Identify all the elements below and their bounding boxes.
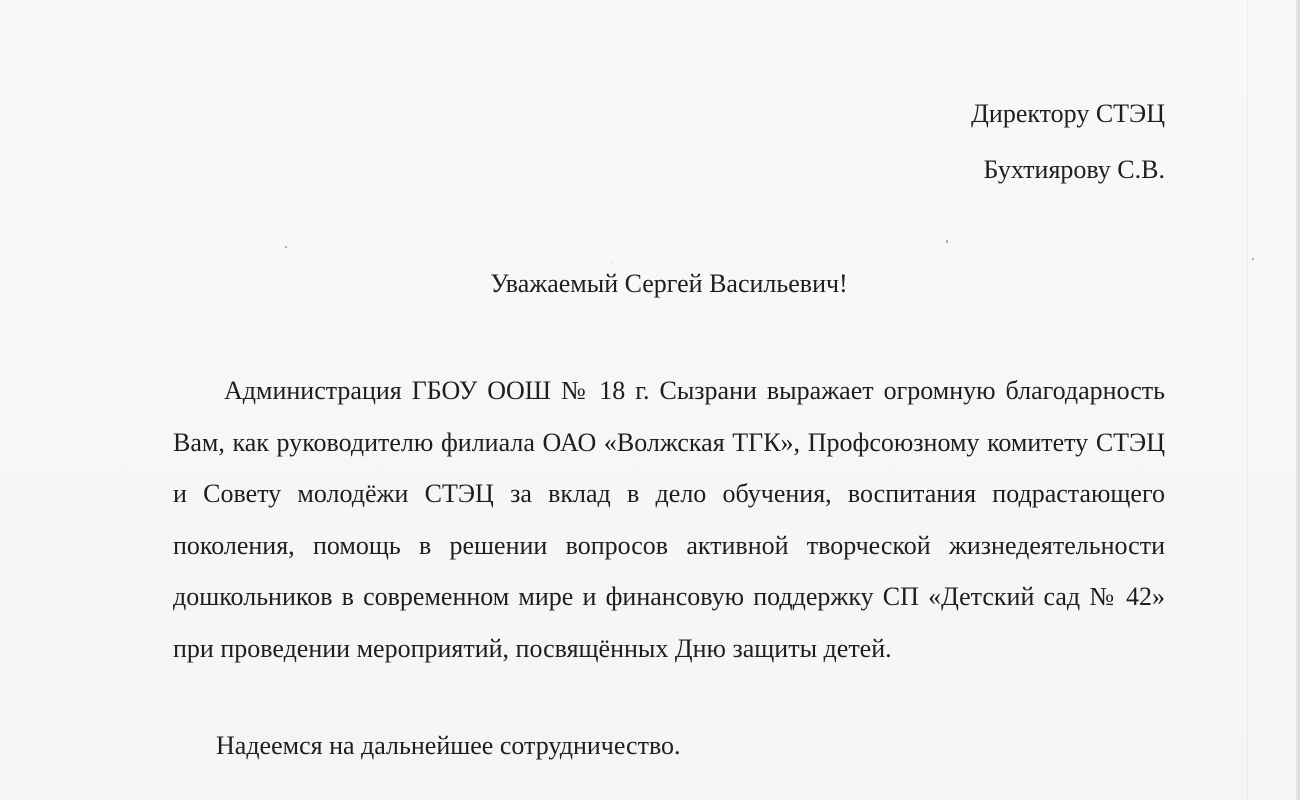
- letter-body-paragraph: Администрация ГБОУ ООШ № 18 г. Сызрани выражает огромную благодарность Вам, как руководителю филиала ОАО «Волжская ТГК», Профсоюзному комитету СТЭЦ и Совету молодёжи СТЭЦ за вклад в дело обучения, воспитания подрастающего поколения, помощь в решении вопросов активной творческой жизнедеятельности дошкольников в современном мире и финансовую поддержку СП «Детский сад № 42» при проведении мероприятий, посвящённых Дню защиты детей.: [173, 376, 1165, 663]
- scan-speck: [1252, 258, 1254, 260]
- salutation: Уважаемый Сергей Васильевич!: [490, 269, 848, 298]
- addressee-name: Бухтиярову С.В.: [983, 155, 1165, 184]
- scan-speck: [612, 262, 613, 263]
- addressee-block: [971, 86, 1165, 198]
- closing-line: Надеемся на дальнейшее сотрудничество.: [216, 731, 681, 760]
- addressee-position: Директору СТЭЦ: [971, 99, 1165, 128]
- scan-edge-shadow: [1296, 0, 1300, 800]
- scan-speck: [946, 240, 948, 243]
- scan-speck: [285, 246, 287, 248]
- scan-artifact-line: [1247, 0, 1248, 800]
